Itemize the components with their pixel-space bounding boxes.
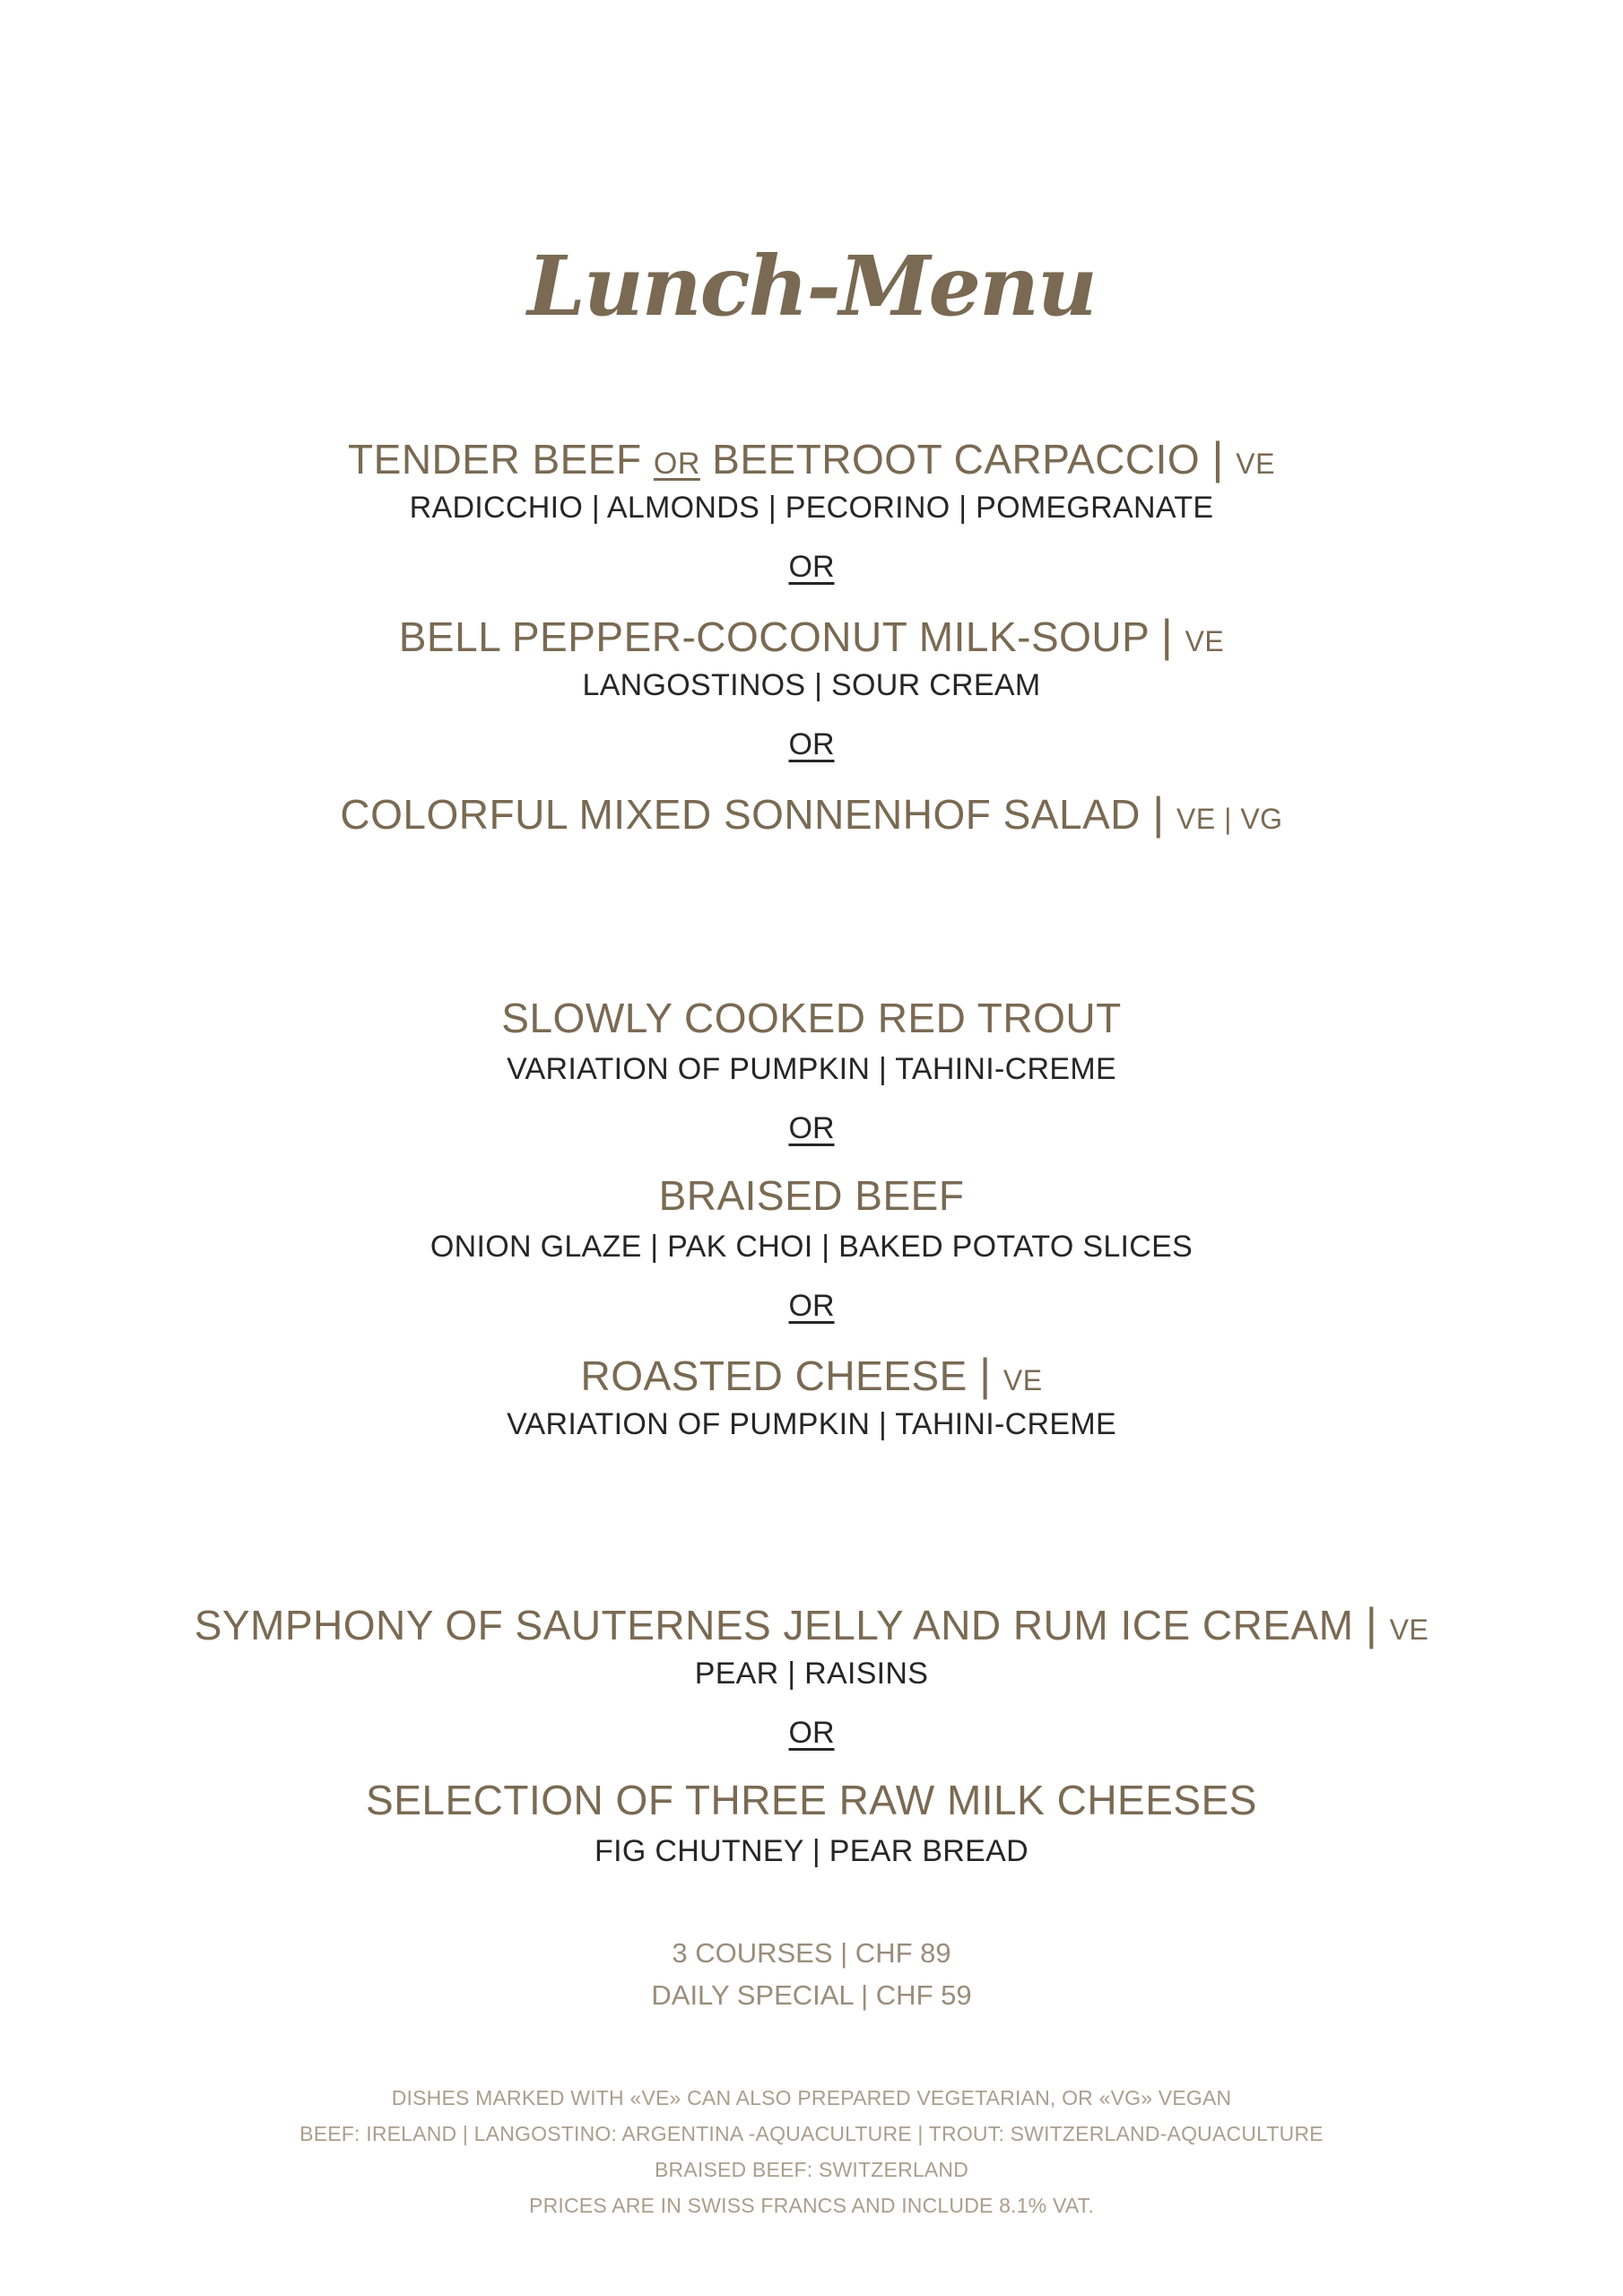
price-three-courses: 3 COURSES | CHF 89 [672,1937,951,1969]
page-title: Lunch-Menu [527,238,1096,335]
starter-dish-1-title: TENDER BEEF OR BEETROOT CARPACCIO | VE [348,433,1275,483]
or-separator: OR [788,727,835,761]
starter-dish-1-description: RADICCHIO | ALMONDS | PECORINO | POMEGRANATE [409,491,1214,525]
footnote-dietary: DISHES MARKED WITH «VE» CAN ALSO PREPARED VEGETARIAN, OR «VG» VEGAN [391,2086,1232,2109]
main-dish-3-title: ROASTED CHEESE | VE [580,1350,1043,1400]
main-dish-2-title: BRAISED BEEF [658,1172,965,1219]
starter-dish-3-title: COLORFUL MIXED SONNENHOF SALAD | VE | VG [340,788,1283,839]
or-separator: OR [788,1111,835,1145]
footnote-origin: BEEF: IRELAND | LANGOSTINO: ARGENTINA -AQUACULTURE | TROUT: SWITZERLAND-AQUACULTURE [299,2122,1324,2145]
dessert-dish-2-title: SELECTION OF THREE RAW MILK CHEESES [366,1777,1257,1823]
footnote-vat: PRICES ARE IN SWISS FRANCS AND INCLUDE 8.1% VAT. [529,2194,1094,2217]
or-separator: OR [788,1289,835,1323]
starter-dish-2-description: LANGOSTINOS | SOUR CREAM [582,668,1041,702]
dessert-dish-2-description: FIG CHUTNEY | PEAR BREAD [595,1834,1028,1868]
price-daily-special: DAILY SPECIAL | CHF 59 [651,1979,972,2011]
dessert-dish-1-description: PEAR | RAISINS [694,1657,929,1691]
main-dish-3-description: VARIATION OF PUMPKIN | TAHINI-CREME [507,1407,1116,1441]
or-separator: OR [788,550,835,584]
starter-dish-2-title: BELL PEPPER-COCONUT MILK-SOUP | VE [398,611,1225,661]
main-dish-2-description: ONION GLAZE | PAK CHOI | BAKED POTATO SLICES [430,1230,1193,1264]
dessert-dish-1-title: SYMPHONY OF SAUTERNES JELLY AND RUM ICE CREAM | VE [194,1599,1429,1649]
main-dish-1-description: VARIATION OF PUMPKIN | TAHINI-CREME [507,1052,1116,1086]
main-dish-1-title: SLOWLY COOKED RED TROUT [501,995,1122,1041]
or-separator: OR [788,1716,835,1750]
footnote-braised-beef-origin: BRAISED BEEF: SWITZERLAND [654,2158,969,2181]
